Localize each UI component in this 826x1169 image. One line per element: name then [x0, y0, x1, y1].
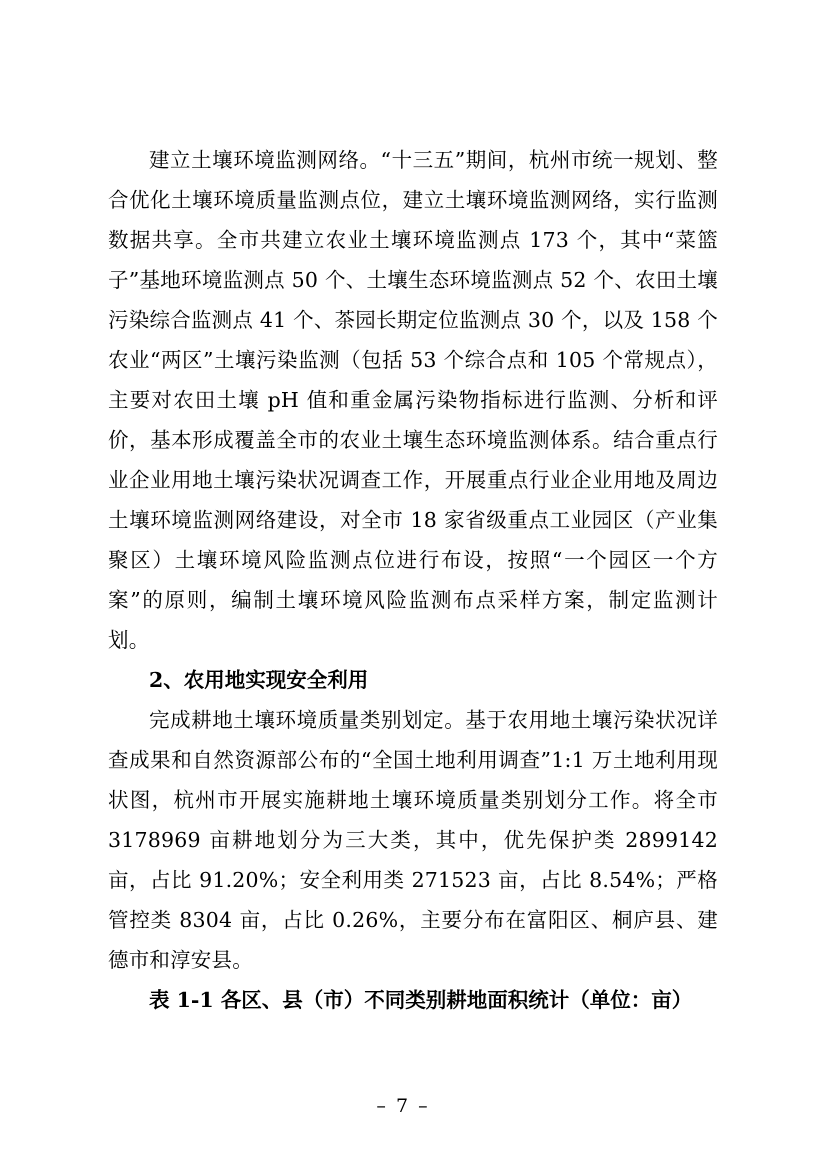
table-caption-1-1: 表 1-1 各区、县（市）不同类别耕地面积统计（单位：亩） — [149, 988, 693, 1012]
paragraph-farmland-classification: 完成耕地土壤环境质量类别划定。基于农用地土壤污染状况详查成果和自然资源部公布的“全国土地利用调查”1:1 万土地利用现状图，杭州市开展实施耕地土壤环境质量类别划分工作。将全市 3178969 亩耕地划分为三大类，其中，优先保护类 2899142 亩，占比 91.20%；安全利用类 271523 亩，占比 8.54%；严格管控类 8304 亩，占比 0.26%，主要分布在富阳区、桐庐县、建德市和淳安县。 — [108, 708, 718, 972]
paragraph-monitoring-network: 建立土壤环境监测网络。“十三五”期间，杭州市统一规划、整合优化土壤环境质量监测点位，建立土壤环境监测网络，实行监测数据共享。全市共建立农业土壤环境监测点 173 个，其中“菜篮子”基地环境监测点 50 个、土壤生态环境监测点 52 个、农田土壤污染综合监测点 41 个、茶园长期定位监测点 30 个，以及 158 个农业“两区”土壤污染监测（包括 53 个综合点和 105 个常规点），主要对农田土壤 pH 值和重金属污染物指标进行监测、分析和评价，基本形成覆盖全市的农业土壤生态环境监测体系。结合重点行业企业用地土壤污染状况调查工作，开展重点行业企业用地及周边土壤环境监测网络建设，对全市 18 家省级重点工业园区（产业集聚区）土壤环境风险监测点位进行布设，按照“一个园区一个方案”的原则，编制土壤环境风险监测布点采样方案，制定监测计划。 — [108, 148, 718, 652]
page-number: – 7 – — [376, 1095, 430, 1117]
section-heading-safe-utilization: 2、农用地实现安全利用 — [149, 668, 369, 692]
